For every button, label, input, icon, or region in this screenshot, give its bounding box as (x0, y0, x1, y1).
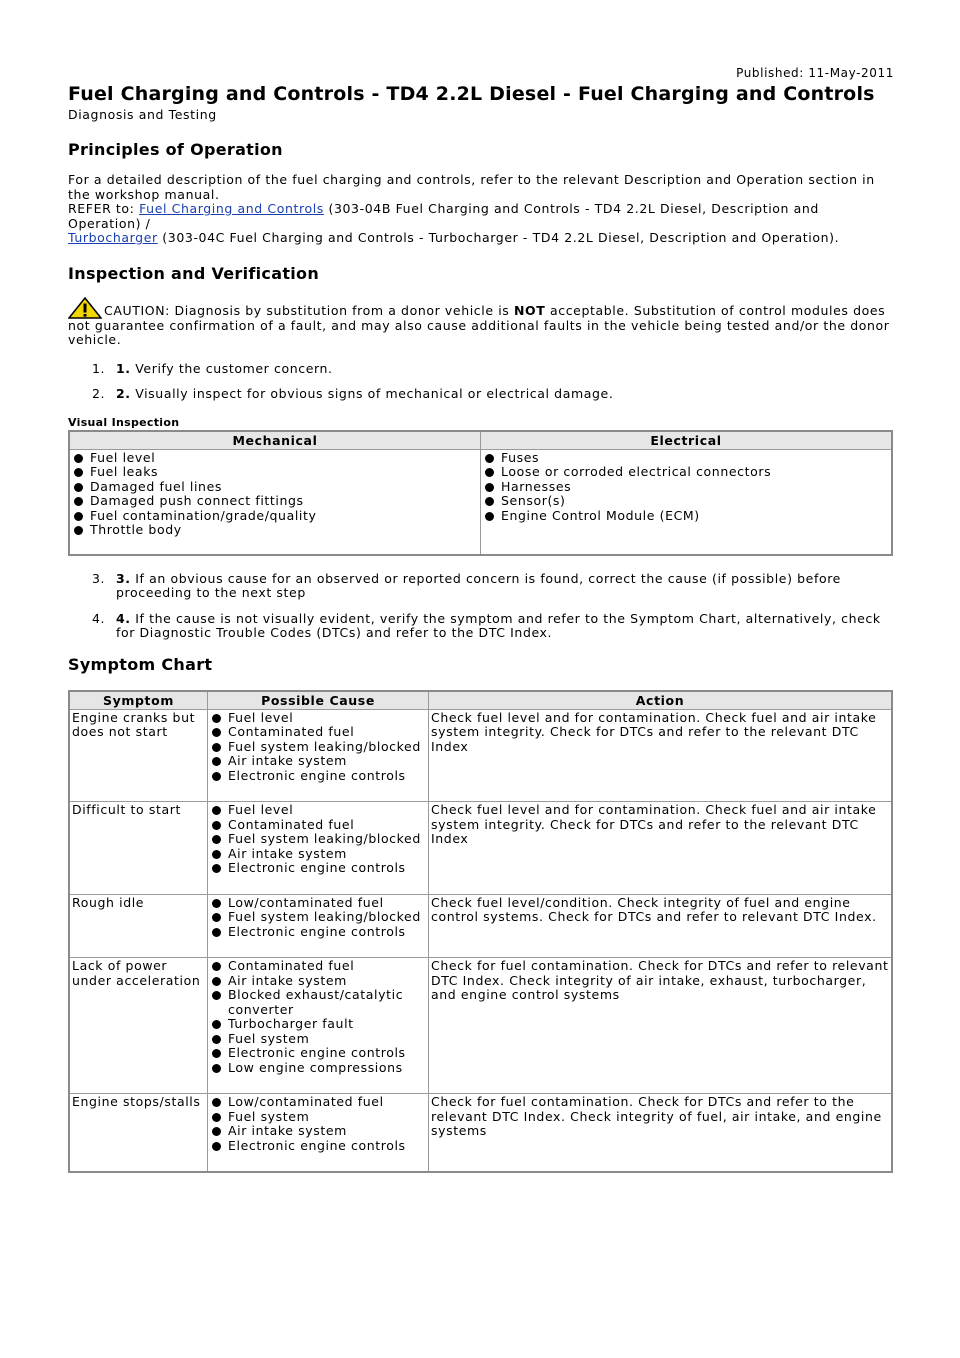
cause-item: Contaminated fuel (210, 959, 426, 974)
step-item (68, 387, 893, 402)
step-bold-number: 4. (116, 610, 131, 626)
step-text: Visually inspect for obvious signs of mechanical or electrical damage. (130, 386, 614, 401)
cause-item: Air intake system (210, 974, 426, 989)
caution-post: acceptable. Substitution of control modules does not guarantee confirmation of a fault, and may also cause additional faults in the vehicle being tested and/or the donor vehicle. (68, 302, 890, 347)
cause-item: Electronic engine controls (210, 1046, 426, 1061)
electrical-cell (481, 449, 893, 555)
cause-list (210, 711, 426, 784)
step-item (68, 612, 893, 641)
cause-item: Low engine compressions (210, 1061, 426, 1076)
cause-item: Fuel system leaking/blocked (210, 740, 426, 755)
list-item: Sensor(s) (483, 494, 889, 509)
principles-text (68, 173, 893, 246)
table-row (69, 709, 892, 802)
action-cell: Check for fuel contamination. Check for DTCs and refer to relevant DTC Index. Check integrity of air intake, exhaust, turbocharger, and engine control systems (429, 958, 893, 1094)
list-item: Damaged push connect fittings (72, 494, 478, 509)
visual-inspection-table (68, 430, 893, 556)
page-subtitle: Diagnosis and Testing (68, 107, 217, 122)
document-page (68, 66, 893, 1173)
turbocharger-link[interactable]: Turbocharger (68, 230, 158, 245)
step-bold-number: 2. (116, 386, 131, 401)
action-cell: Check fuel level and for contamination. Check fuel and air intake system integrity. Check for DTCs and refer to the relevant DTC Index (429, 802, 893, 895)
step-number: 1. (92, 360, 106, 376)
cause-list (210, 1095, 426, 1153)
step-number: 2. (92, 386, 106, 401)
list-item: Throttle body (72, 523, 478, 538)
cause-item: Fuel level (210, 803, 426, 818)
table-row (69, 894, 892, 958)
caution-pre: CAUTION: Diagnosis by substitution from a donor vehicle is (104, 302, 514, 318)
step-item (68, 362, 893, 377)
list-item: Fuel level (72, 451, 478, 466)
symptom-cell: Lack of power under acceleration (69, 958, 208, 1094)
list-item: Fuel leaks (72, 465, 478, 480)
caution-not: NOT (513, 302, 546, 318)
list-item: Damaged fuel lines (72, 480, 478, 495)
warning-icon (68, 297, 102, 319)
table-row (69, 1094, 892, 1173)
page-title: Fuel Charging and Controls - TD4 2.2L Diesel - Fuel Charging and Controls (68, 83, 875, 105)
ref1-suffix: (303-04B Fuel Charging and Controls - TD4 2.2L Diesel, Description and Operation) / (68, 201, 819, 231)
list-item: Loose or corroded electrical connectors (483, 465, 889, 480)
principles-paragraph: For a detailed description of the fuel charging and controls, refer to the relevant Description and Operation section in the workshop manual. (68, 172, 875, 202)
table-row (69, 802, 892, 895)
cause-item: Air intake system (210, 754, 426, 769)
cause-item: Electronic engine controls (210, 769, 426, 784)
cause-list (210, 896, 426, 940)
cause-list (210, 803, 426, 876)
mechanical-cell (69, 449, 481, 555)
step-text: Verify the customer concern. (130, 360, 333, 376)
step-bold-number: 1. (116, 360, 131, 376)
step-bold-number: 3. (116, 570, 131, 586)
inspection-heading: Inspection and Verification (68, 263, 320, 283)
mechanical-header: Mechanical (69, 431, 481, 450)
action-cell: Check for fuel contamination. Check for DTCs and refer to the relevant DTC Index. Check integrity of fuel, air intake, and engine systems (429, 1094, 893, 1173)
cause-item: Fuel system leaking/blocked (210, 910, 426, 925)
cause-list (210, 959, 426, 1075)
symptom-chart-table (68, 690, 893, 1174)
step-item (68, 572, 893, 601)
cause-item: Air intake system (210, 847, 426, 862)
refer-prefix: REFER to: (68, 201, 140, 216)
cause-cell (208, 958, 429, 1094)
steps-list-b (68, 572, 893, 641)
symptom-cell: Difficult to start (69, 802, 208, 895)
symptom-header: Symptom (69, 691, 208, 710)
steps-list-a (68, 362, 893, 402)
symptom-chart-heading: Symptom Chart (68, 654, 213, 674)
symptom-cell: Engine cranks but does not start (69, 709, 208, 802)
list-item: Harnesses (483, 480, 889, 495)
cause-cell (208, 802, 429, 895)
visual-inspection-label: Visual Inspection (68, 415, 180, 429)
action-cell: Check fuel level and for contamination. Check fuel and air intake system integrity. Check for DTCs and refer to the relevant DTC Index (429, 709, 893, 802)
electrical-header: Electrical (481, 431, 893, 450)
published-date: Published: 11-May-2011 (736, 66, 894, 80)
step-text: If an obvious cause for an observed or reported concern is found, correct the cause (if possible) before proceeding to the next step (116, 570, 841, 600)
table-row (69, 958, 892, 1094)
cause-item: Fuel system leaking/blocked (210, 832, 426, 847)
list-item: Engine Control Module (ECM) (483, 509, 889, 524)
cause-item: Turbocharger fault (210, 1017, 426, 1032)
cause-item: Contaminated fuel (210, 818, 426, 833)
electrical-list (483, 451, 889, 524)
cause-cell (208, 894, 429, 958)
step-number: 4. (92, 610, 106, 626)
cause-item: Blocked exhaust/catalytic converter (210, 988, 426, 1017)
cause-cell (208, 709, 429, 802)
cause-item: Low/contaminated fuel (210, 1095, 426, 1110)
symptom-cell: Rough idle (69, 894, 208, 958)
cause-item: Electronic engine controls (210, 861, 426, 876)
cause-item: Fuel level (210, 711, 426, 726)
cause-item: Air intake system (210, 1124, 426, 1139)
action-header: Action (429, 691, 893, 710)
possible-cause-header: Possible Cause (208, 691, 429, 710)
symptom-cell: Engine stops/stalls (69, 1094, 208, 1173)
list-item: Fuel contamination/grade/quality (72, 509, 478, 524)
ref2-suffix: (303-04C Fuel Charging and Controls - Turbocharger - TD4 2.2L Diesel, Description and Operation). (157, 230, 840, 245)
fuel-charging-link[interactable]: Fuel Charging and Controls (139, 201, 324, 216)
cause-item: Electronic engine controls (210, 1139, 426, 1154)
principles-heading: Principles of Operation (68, 140, 283, 159)
cause-item: Fuel system (210, 1032, 426, 1047)
cause-item: Electronic engine controls (210, 925, 426, 940)
cause-cell (208, 1094, 429, 1173)
caution-note (68, 297, 893, 348)
action-cell: Check fuel level/condition. Check integrity of fuel and engine control systems. Check for DTCs and refer to relevant DTC Index. (429, 894, 893, 958)
refer-line (68, 202, 893, 246)
list-item: Fuses (483, 451, 889, 466)
cause-item: Fuel system (210, 1110, 426, 1125)
step-text: If the cause is not visually evident, verify the symptom and refer to the Symptom Chart, alternatively, check for Diagnostic Trouble Codes (DTCs) and refer to the DTC Index. (116, 610, 881, 640)
cause-item: Contaminated fuel (210, 725, 426, 740)
step-number: 3. (92, 570, 106, 586)
mechanical-list (72, 451, 478, 538)
cause-item: Low/contaminated fuel (210, 896, 426, 911)
